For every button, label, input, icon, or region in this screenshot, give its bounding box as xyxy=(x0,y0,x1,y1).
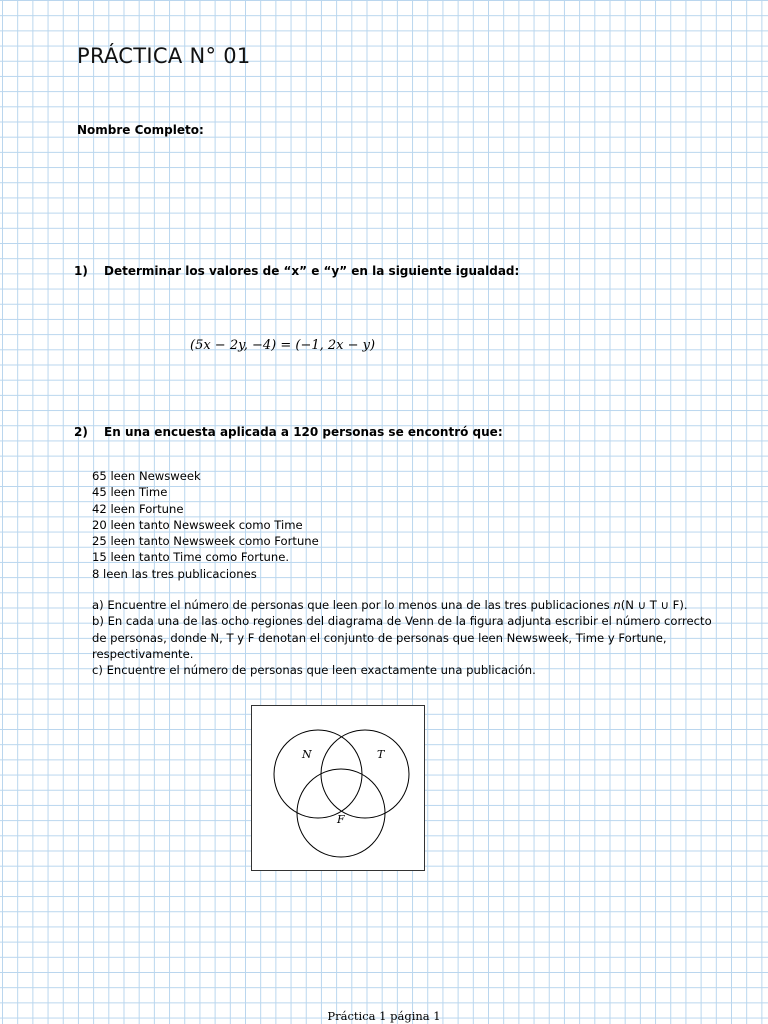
page-title: PRÁCTICA N° 01 xyxy=(77,44,251,68)
survey-fact: 42 leen Fortune xyxy=(92,501,184,516)
question-1-text: Determinar los valores de “x” e “y” en la siguiente igualdad: xyxy=(104,264,520,278)
question-2-number: 2) xyxy=(74,425,88,439)
venn-circle-n xyxy=(274,730,362,818)
survey-fact: 65 leen Newsweek xyxy=(92,469,201,483)
question-2 xyxy=(74,425,503,439)
survey-fact: 25 leen tanto Newsweek como Fortune xyxy=(92,534,319,549)
question-1 xyxy=(74,264,519,278)
part-a-n: n xyxy=(613,598,621,612)
part-a-prefix: a) Encuentre el número de personas que leen por lo menos una de las tres publicaciones xyxy=(92,598,614,612)
survey-facts-list xyxy=(92,468,319,582)
venn-label-f: F xyxy=(337,813,345,826)
part-a-suffix: (N ∪ T ∪ F). xyxy=(620,598,688,612)
question-2-parts xyxy=(92,597,717,678)
equality-formula: (5x − 2y, −4) = (−1, 2x − y) xyxy=(190,338,376,353)
question-1-number: 1) xyxy=(74,264,88,278)
survey-fact: 15 leen tanto Time como Fortune. xyxy=(92,550,290,565)
question-2-text: En una encuesta aplicada a 120 personas se encontró que: xyxy=(104,425,503,439)
part-c: c) Encuentre el número de personas que leen exactamente una publicación. xyxy=(92,663,536,678)
part-b: b) En cada una de las ocho regiones del diagrama de Venn de la figura adjunta escribir el número correcto de personas, donde N, T y F denotan el conjunto de personas que leen Newsweek, Time y Fortune, respectivamente. xyxy=(92,614,712,661)
full-name-label: Nombre Completo: xyxy=(77,123,204,137)
part-a xyxy=(92,597,717,613)
venn-label-n: N xyxy=(302,748,312,761)
page-footer: Práctica 1 página 1 xyxy=(327,1009,441,1023)
venn-diagram xyxy=(252,706,424,870)
survey-fact: 45 leen Time xyxy=(92,485,168,500)
survey-fact: 20 leen tanto Newsweek como Time xyxy=(92,517,303,532)
venn-label-t: T xyxy=(377,748,385,761)
venn-circle-t xyxy=(321,730,409,818)
survey-fact: 8 leen las tres publicaciones xyxy=(92,566,257,581)
venn-diagram-box xyxy=(251,705,425,871)
